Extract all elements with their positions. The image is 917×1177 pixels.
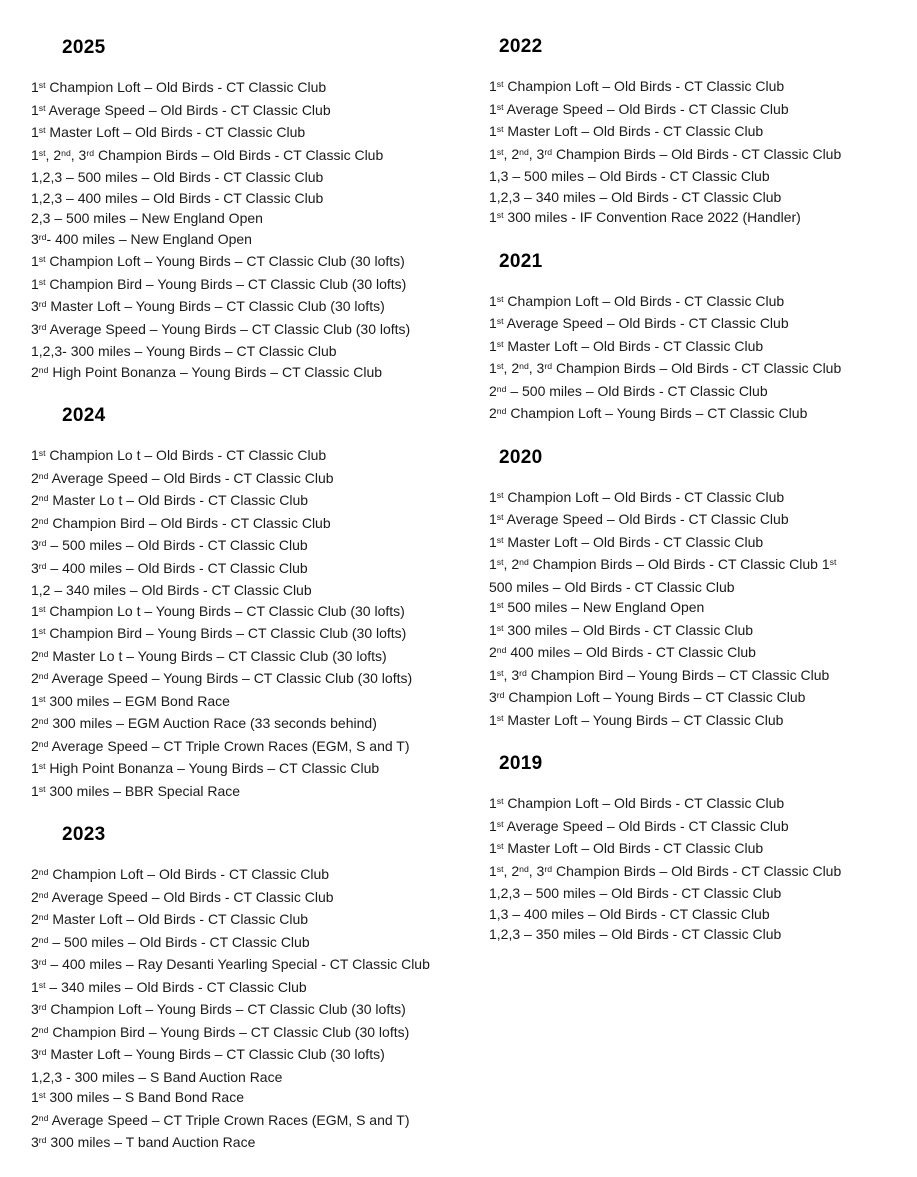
achievement-line: 1st, 2nd, 3rd Champion Birds – Old Birds - CT Classic Club (489, 862, 842, 879)
achievement-line: 2nd Champion Bird – Young Birds – CT Classic Club (30 lofts) (31, 1023, 410, 1040)
achievement-line: 1st Champion Loft – Young Birds – CT Classic Club (30 lofts) (31, 253, 405, 269)
achievement-line: 1st 500 miles – New England Open (489, 599, 705, 615)
achievement-line: 1st Champion Bird – Young Birds – CT Classic Club (30 lofts) (31, 275, 407, 292)
achievement-line: 3rd – 400 miles – Ray Desanti Yearling Special - CT Classic Club (31, 956, 430, 972)
achievement-line: 1,2,3 – 500 miles – Old Birds - CT Classic Club (31, 169, 324, 185)
achievement-line: 2nd 400 miles – Old Birds - CT Classic Club (489, 644, 756, 660)
achievement-line: 1st Champion Lo t – Young Birds – CT Classic Club (30 lofts) (31, 602, 405, 619)
achievement-line: 1st Average Speed – Old Birds - CT Classic Club (489, 315, 789, 331)
achievement-line: 1st Average Speed – Old Birds - CT Classic Club (489, 100, 789, 117)
achievement-line: 3rd Champion Loft – Young Birds – CT Classic Club (30 lofts) (31, 1001, 406, 1017)
achievement-line: 1st 300 miles – EGM Bond Race (31, 692, 230, 709)
achievement-line: 1st High Point Bonanza – Young Birds – CT Classic Club (31, 760, 380, 776)
achievement-line: 2nd High Point Bonanza – Young Birds – CT Classic Club (31, 363, 383, 380)
achievement-line: 1st Champion Loft – Old Birds - CT Classic Club (31, 79, 327, 95)
achievement-line: 2nd Average Speed – Old Birds - CT Classic Club (31, 888, 334, 905)
achievement-line: 1st Master Loft – Old Birds - CT Classic Club (489, 840, 764, 856)
achievement-line: 1,2,3 – 340 miles – Old Birds - CT Classic Club (489, 188, 782, 205)
achievement-line: 1st 300 miles – BBR Special Race (31, 782, 241, 799)
achievement-line: 2nd Master Lo t – Young Birds – CT Classic Club (30 lofts) (31, 647, 387, 664)
achievement-line: 1st Average Speed – Old Birds - CT Classic Club (489, 817, 789, 834)
achievement-line: 1st, 2nd, 3rd Champion Birds – Old Birds - CT Classic Club (489, 145, 842, 162)
year-section-2025 (31, 38, 481, 384)
year-section-2021 (489, 252, 914, 426)
achievement-line: 3rd Master Loft – Young Birds – CT Classic Club (30 lofts) (31, 298, 385, 314)
achievement-line: 1st Master Loft – Old Birds - CT Classic Club (489, 337, 764, 354)
year-heading: 2021 (499, 250, 543, 272)
achievement-line: 2nd – 500 miles – Old Birds - CT Classic Club (31, 933, 310, 950)
year-heading: 2025 (62, 37, 106, 58)
achievement-line: 1st 300 miles – S Band Bond Race (31, 1089, 245, 1105)
achievement-line: 2nd 300 miles – EGM Auction Race (33 seconds behind) (31, 715, 377, 731)
achievement-line: 1,2,3 - 300 miles – S Band Auction Race (31, 1068, 283, 1085)
year-section-2024 (31, 406, 481, 803)
achievement-line: 1st 300 miles – Old Birds - CT Classic Club (489, 621, 754, 638)
achievement-line: 3rd Average Speed – Young Birds – CT Classic Club (30 lofts) (31, 320, 411, 337)
year-heading: 2023 (62, 824, 106, 845)
achievement-line: 500 miles – Old Birds - CT Classic Club (489, 578, 735, 595)
achievement-line: 3rd Master Loft – Young Birds – CT Classic Club (30 lofts) (31, 1046, 385, 1062)
achievement-line: 1,3 – 400 miles – Old Birds - CT Classic Club (489, 905, 770, 922)
achievement-line: 3rd- 400 miles – New England Open (31, 230, 252, 247)
achievement-line: 2nd Champion Bird – Old Birds - CT Classic Club (31, 514, 331, 531)
achievement-line: 1st 300 miles - IF Convention Race 2022 (Handler) (489, 209, 801, 225)
achievement-line: 1st Average Speed – Old Birds - CT Classic Club (31, 101, 331, 118)
achievement-line: 1st, 2nd Champion Birds – Old Birds - CT Classic Club 1st (489, 556, 837, 572)
achievement-line: 1,3 – 500 miles – Old Birds - CT Classic Club (489, 168, 770, 184)
achievement-line: 1st Champion Loft – Old Birds - CT Classic Club (489, 292, 785, 309)
year-section-2023 (31, 825, 481, 1155)
year-section-2019 (489, 754, 914, 945)
achievement-line: 2,3 – 500 miles – New England Open (31, 210, 263, 226)
achievement-line: 1,2,3- 300 miles – Young Birds – CT Classic Club (31, 343, 337, 359)
year-heading: 2024 (62, 405, 106, 426)
right-column (489, 0, 914, 967)
achievement-line: 1st, 2nd, 3rd Champion Birds – Old Birds - CT Classic Club (31, 146, 384, 163)
achievement-line: 2nd Master Lo t – Old Birds - CT Classic Club (31, 492, 309, 508)
achievement-line: 1st Champion Loft – Old Birds - CT Classic Club (489, 78, 785, 94)
achievement-line: 1,2,3 – 500 miles – Old Birds - CT Classic Club (489, 885, 782, 901)
achievement-line: 1st – 340 miles – Old Birds - CT Classic Club (31, 978, 307, 995)
achievement-line: 3rd 300 miles – T band Auction Race (31, 1134, 256, 1150)
achievement-line: 2nd Average Speed – CT Triple Crown Races (EGM, S and T) (31, 737, 410, 754)
achievement-line: 3rd – 500 miles – Old Birds - CT Classic Club (31, 537, 308, 553)
year-section-2022 (489, 37, 914, 230)
achievement-line: 2nd Champion Loft – Young Birds – CT Classic Club (489, 405, 808, 421)
achievement-line: 2nd Average Speed – Young Birds – CT Classic Club (30 lofts) (31, 670, 413, 686)
achievement-line: 3rd – 400 miles – Old Birds - CT Classic Club (31, 559, 308, 576)
achievement-line: 2nd Average Speed – CT Triple Crown Races (EGM, S and T) (31, 1111, 410, 1128)
achievement-line: 1st Champion Loft – Old Birds - CT Classic Club (489, 488, 785, 505)
achievement-line: 1st, 2nd, 3rd Champion Birds – Old Birds - CT Classic Club (489, 360, 842, 376)
achievement-line: 1st Master Loft – Old Birds - CT Classic Club (31, 124, 306, 140)
achievement-line: 2nd – 500 miles – Old Birds - CT Classic Club (489, 382, 768, 399)
achievement-line: 1st Master Loft – Old Birds - CT Classic Club (489, 123, 764, 139)
achievement-line: 1st Average Speed – Old Birds - CT Classic Club (489, 511, 789, 527)
achievement-line: 1st Champion Bird – Young Birds – CT Classic Club (30 lofts) (31, 625, 407, 641)
year-heading: 2019 (499, 753, 543, 774)
achievement-line: 2nd Master Loft – Old Birds - CT Classic Club (31, 911, 309, 927)
year-section-2020 (489, 448, 914, 733)
achievement-line: 1,2 – 340 miles – Old Birds - CT Classic Club (31, 582, 312, 598)
achievement-line: 1st Champion Loft – Old Birds - CT Classic Club (489, 795, 785, 811)
achievement-line: 2nd Champion Loft – Old Birds - CT Classic Club (31, 866, 330, 882)
achievement-line: 1st Champion Lo t – Old Birds - CT Classic Club (31, 447, 327, 463)
achievement-line: 1st Master Loft – Old Birds - CT Classic Club (489, 533, 764, 550)
achievement-line: 1st Master Loft – Young Birds – CT Classic Club (489, 711, 784, 728)
achievement-line: 2nd Average Speed – Old Birds - CT Classic Club (31, 469, 334, 486)
year-heading: 2022 (499, 36, 543, 57)
achievement-line: 1,2,3 – 400 miles – Old Birds - CT Classic Club (31, 189, 324, 206)
year-heading: 2020 (499, 446, 543, 468)
achievement-line: 3rd Champion Loft – Young Birds – CT Classic Club (489, 689, 806, 705)
achievement-line: 1st, 3rd Champion Bird – Young Birds – CT Classic Club (489, 666, 830, 683)
achievement-line: 1,2,3 – 350 miles – Old Birds - CT Classic Club (489, 926, 782, 942)
left-column (31, 0, 481, 1177)
